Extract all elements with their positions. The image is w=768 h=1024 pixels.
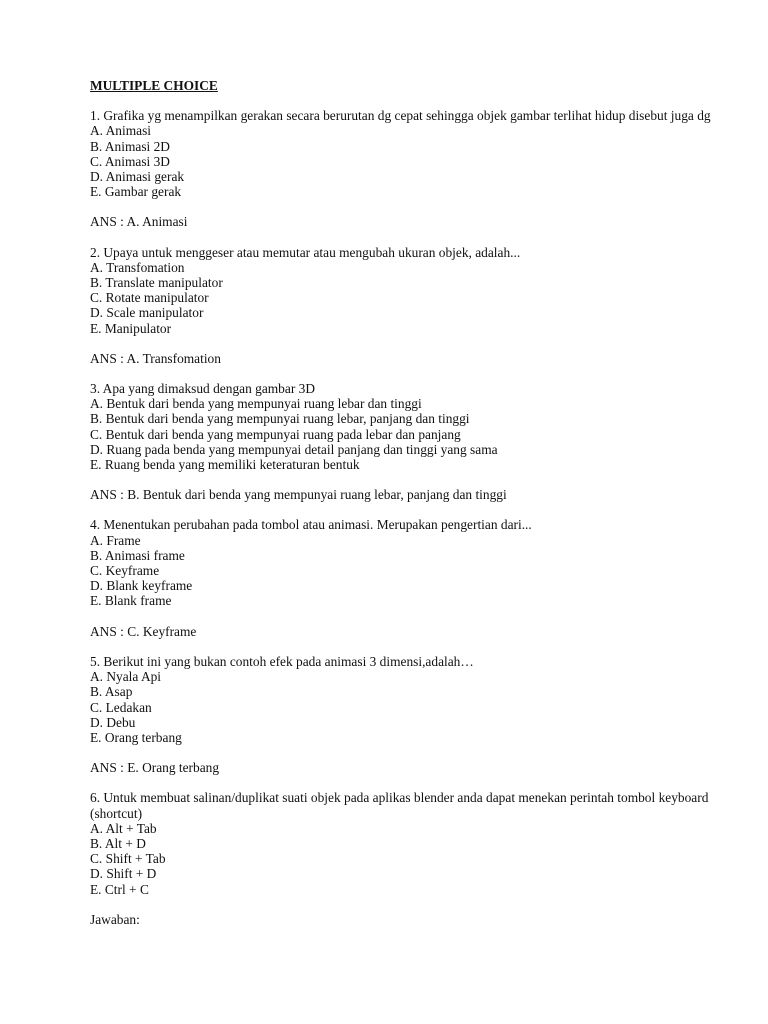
page-heading: MULTIPLE CHOICE bbox=[90, 78, 218, 93]
option-e: E. Ctrl + C bbox=[90, 881, 149, 897]
option-a: A. Bentuk dari benda yang mempunyai ruang lebar dan tinggi bbox=[90, 396, 422, 412]
question-block bbox=[90, 517, 730, 608]
option-d: D. Scale manipulator bbox=[90, 305, 204, 321]
option-a: A. Nyala Api bbox=[90, 669, 162, 685]
option-e: E. Gambar gerak bbox=[90, 184, 182, 200]
option-d: D. Animasi gerak bbox=[90, 169, 185, 185]
option-c: C. Bentuk dari benda yang mempunyai ruang pada lebar dan panjang bbox=[90, 426, 461, 442]
question-block bbox=[90, 245, 730, 336]
option-a: A. Frame bbox=[90, 532, 141, 548]
option-a: A. Alt + Tab bbox=[90, 820, 157, 836]
option-e: E. Ruang benda yang memiliki keteraturan bentuk bbox=[90, 457, 360, 473]
question-stem: 6. Untuk membuat salinan/duplikat suati objek pada aplikas blender anda dapat menekan perintah tombol keyboard (shortcut) bbox=[90, 790, 712, 821]
question-block bbox=[90, 790, 730, 896]
option-e: E. Orang terbang bbox=[90, 729, 182, 745]
question-stem: 3. Apa yang dimaksud dengan gambar 3D bbox=[90, 381, 315, 397]
answer-line: ANS : A. Transfomation bbox=[90, 350, 221, 366]
question-stem: 4. Menentukan perubahan pada tombol atau animasi. Merupakan pengertian dari... bbox=[90, 517, 532, 533]
option-c: C. Keyframe bbox=[90, 563, 160, 579]
option-d: D. Ruang pada benda yang mempunyai detail panjang dan tinggi yang sama bbox=[90, 441, 498, 457]
option-e: E. Blank frame bbox=[90, 593, 172, 609]
option-c: C. Ledakan bbox=[90, 699, 152, 715]
option-b: B. Animasi 2D bbox=[90, 138, 170, 154]
question-block bbox=[90, 654, 730, 745]
option-b: B. Asap bbox=[90, 684, 133, 700]
question-block bbox=[90, 108, 730, 199]
answer-line: ANS : C. Keyframe bbox=[90, 623, 197, 639]
answer-line: ANS : A. Animasi bbox=[90, 214, 188, 230]
option-d: D. Blank keyframe bbox=[90, 578, 193, 594]
document-page bbox=[90, 78, 730, 942]
option-c: C. Shift + Tab bbox=[90, 851, 166, 867]
option-b: B. Translate manipulator bbox=[90, 275, 223, 291]
option-d: D. Debu bbox=[90, 714, 136, 730]
question-stem: 1. Grafika yg menampilkan gerakan secara berurutan dg cepat sehingga objek gambar terlihat hidup disebut juga dg bbox=[90, 108, 711, 124]
option-d: D. Shift + D bbox=[90, 866, 157, 882]
answer-line: Jawaban: bbox=[90, 911, 140, 927]
question-stem: 5. Berikut ini yang bukan contoh efek pada animasi 3 dimensi,adalah… bbox=[90, 653, 474, 669]
option-b: B. Animasi frame bbox=[90, 547, 185, 563]
answer-line: ANS : B. Bentuk dari benda yang mempunyai ruang lebar, panjang dan tinggi bbox=[90, 487, 507, 503]
question-block bbox=[90, 381, 730, 472]
option-a: A. Animasi bbox=[90, 123, 152, 139]
option-b: B. Bentuk dari benda yang mempunyai ruang lebar, panjang dan tinggi bbox=[90, 411, 470, 427]
option-b: B. Alt + D bbox=[90, 835, 146, 851]
question-stem: 2. Upaya untuk menggeser atau memutar atau mengubah ukuran objek, adalah... bbox=[90, 244, 521, 260]
option-c: C. Animasi 3D bbox=[90, 153, 170, 169]
option-c: C. Rotate manipulator bbox=[90, 290, 209, 306]
option-e: E. Manipulator bbox=[90, 320, 172, 336]
answer-line: ANS : E. Orang terbang bbox=[90, 760, 220, 776]
option-a: A. Transfomation bbox=[90, 259, 185, 275]
